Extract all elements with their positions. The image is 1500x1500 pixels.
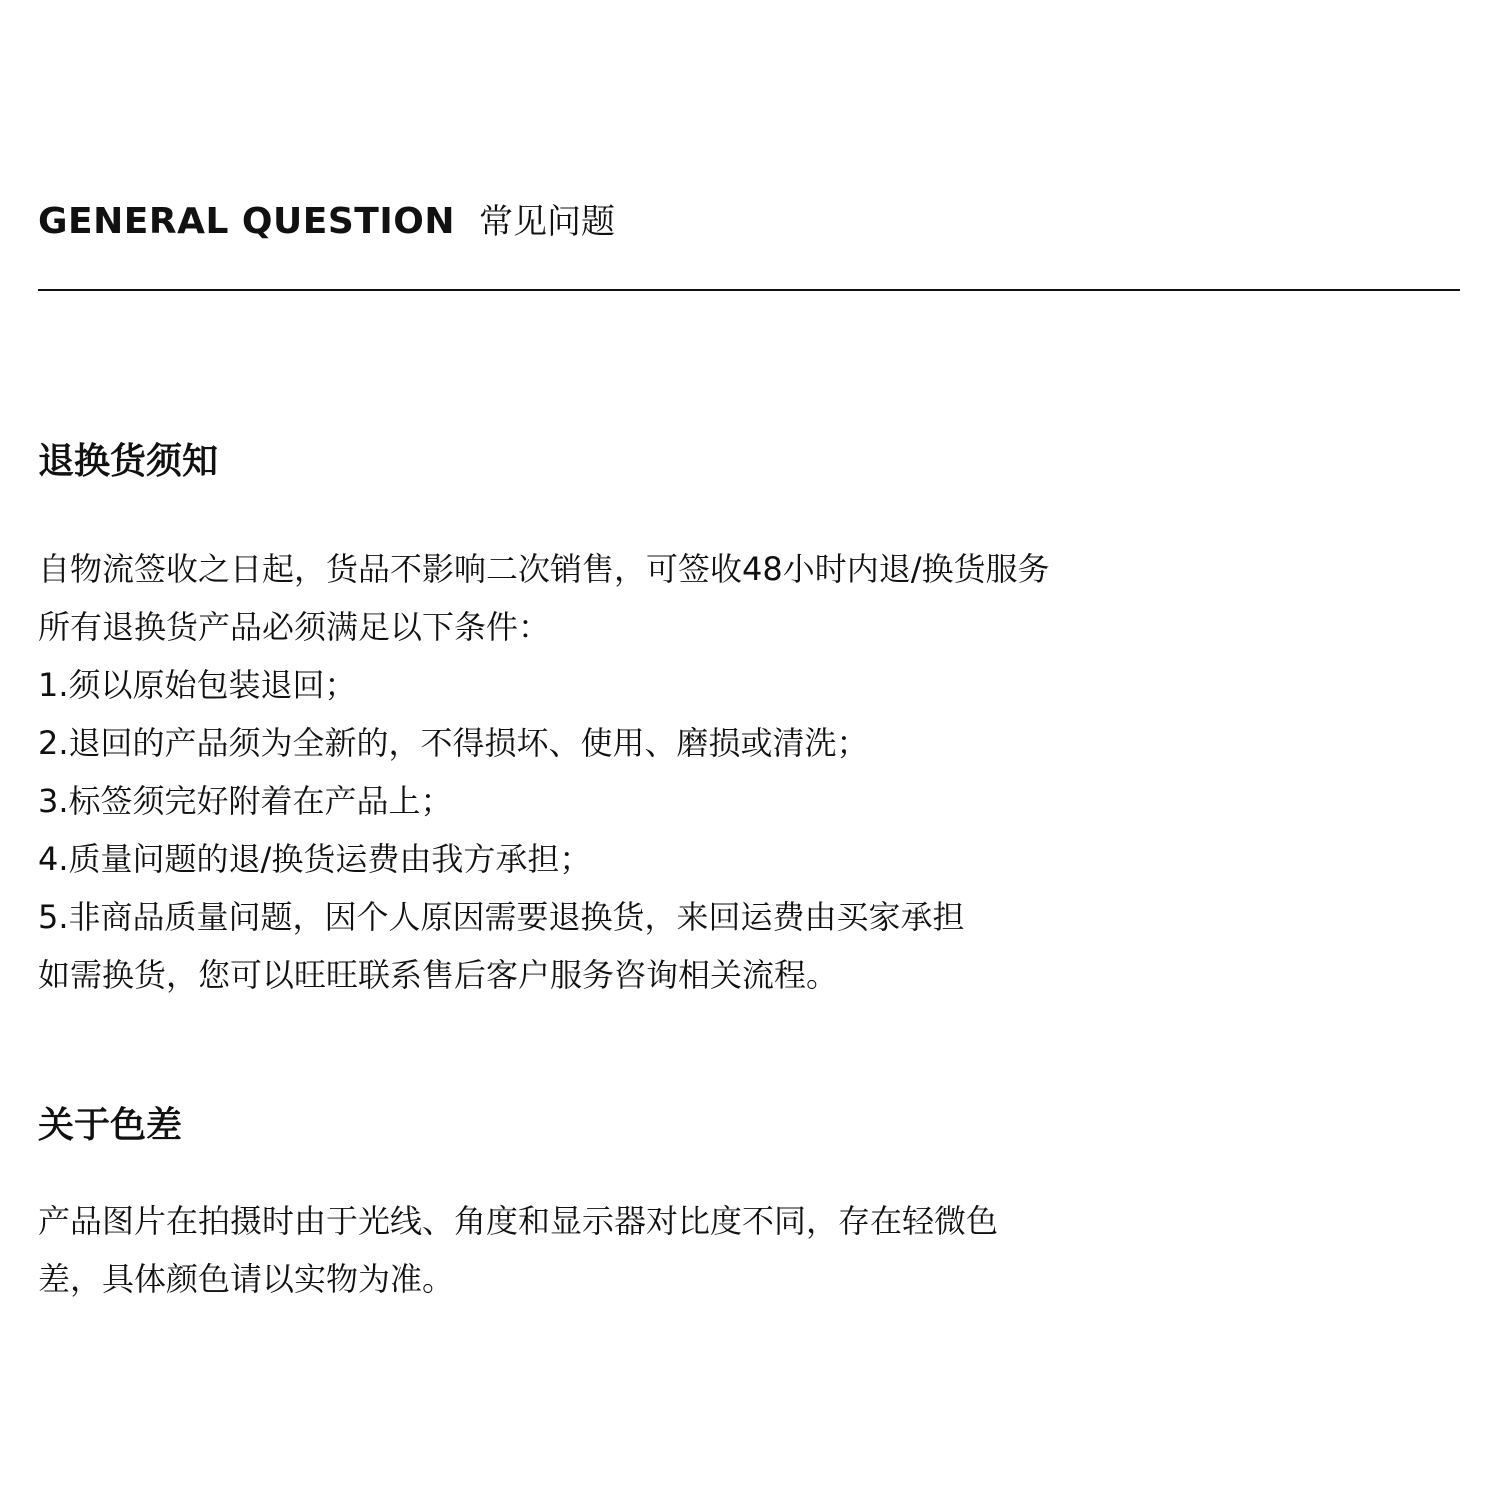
color-difference-section-body [38,1192,998,1308]
header-divider [38,289,1460,291]
color-difference-line: 产品图片在拍摄时由于光线、角度和显示器对比度不同，存在轻微色 [38,1202,999,1240]
color-difference-line: 差，具体颜色请以实物为准。 [38,1260,455,1298]
page-header [38,194,615,243]
returns-line: 2.退回的产品须为全新的，不得损坏、使用、磨损或清洗； [38,724,869,762]
returns-section-title: 退换货须知 [38,441,219,482]
returns-line: 如需换货，您可以旺旺联系售后客户服务咨询相关流程。 [38,956,839,994]
returns-line: 自物流签收之日起，货品不影响二次销售，可签收48小时内退/换货服务 [38,550,1050,588]
returns-line: 4.质量问题的退/换货运费由我方承担； [38,840,592,878]
returns-line: 1.须以原始包装退回； [38,666,357,704]
color-difference-section-title: 关于色差 [38,1105,183,1146]
header-title-cn: 常见问题 [478,202,615,242]
returns-line: 3.标签须完好附着在产品上； [38,782,453,820]
returns-section-body [38,540,1050,1004]
header-title-en: GENERAL QUESTION [38,201,455,242]
returns-line: 所有退换货产品必须满足以下条件： [38,608,551,646]
returns-line: 5.非商品质量问题，因个人原因需要退换货，来回运费由买家承担 [38,898,965,936]
